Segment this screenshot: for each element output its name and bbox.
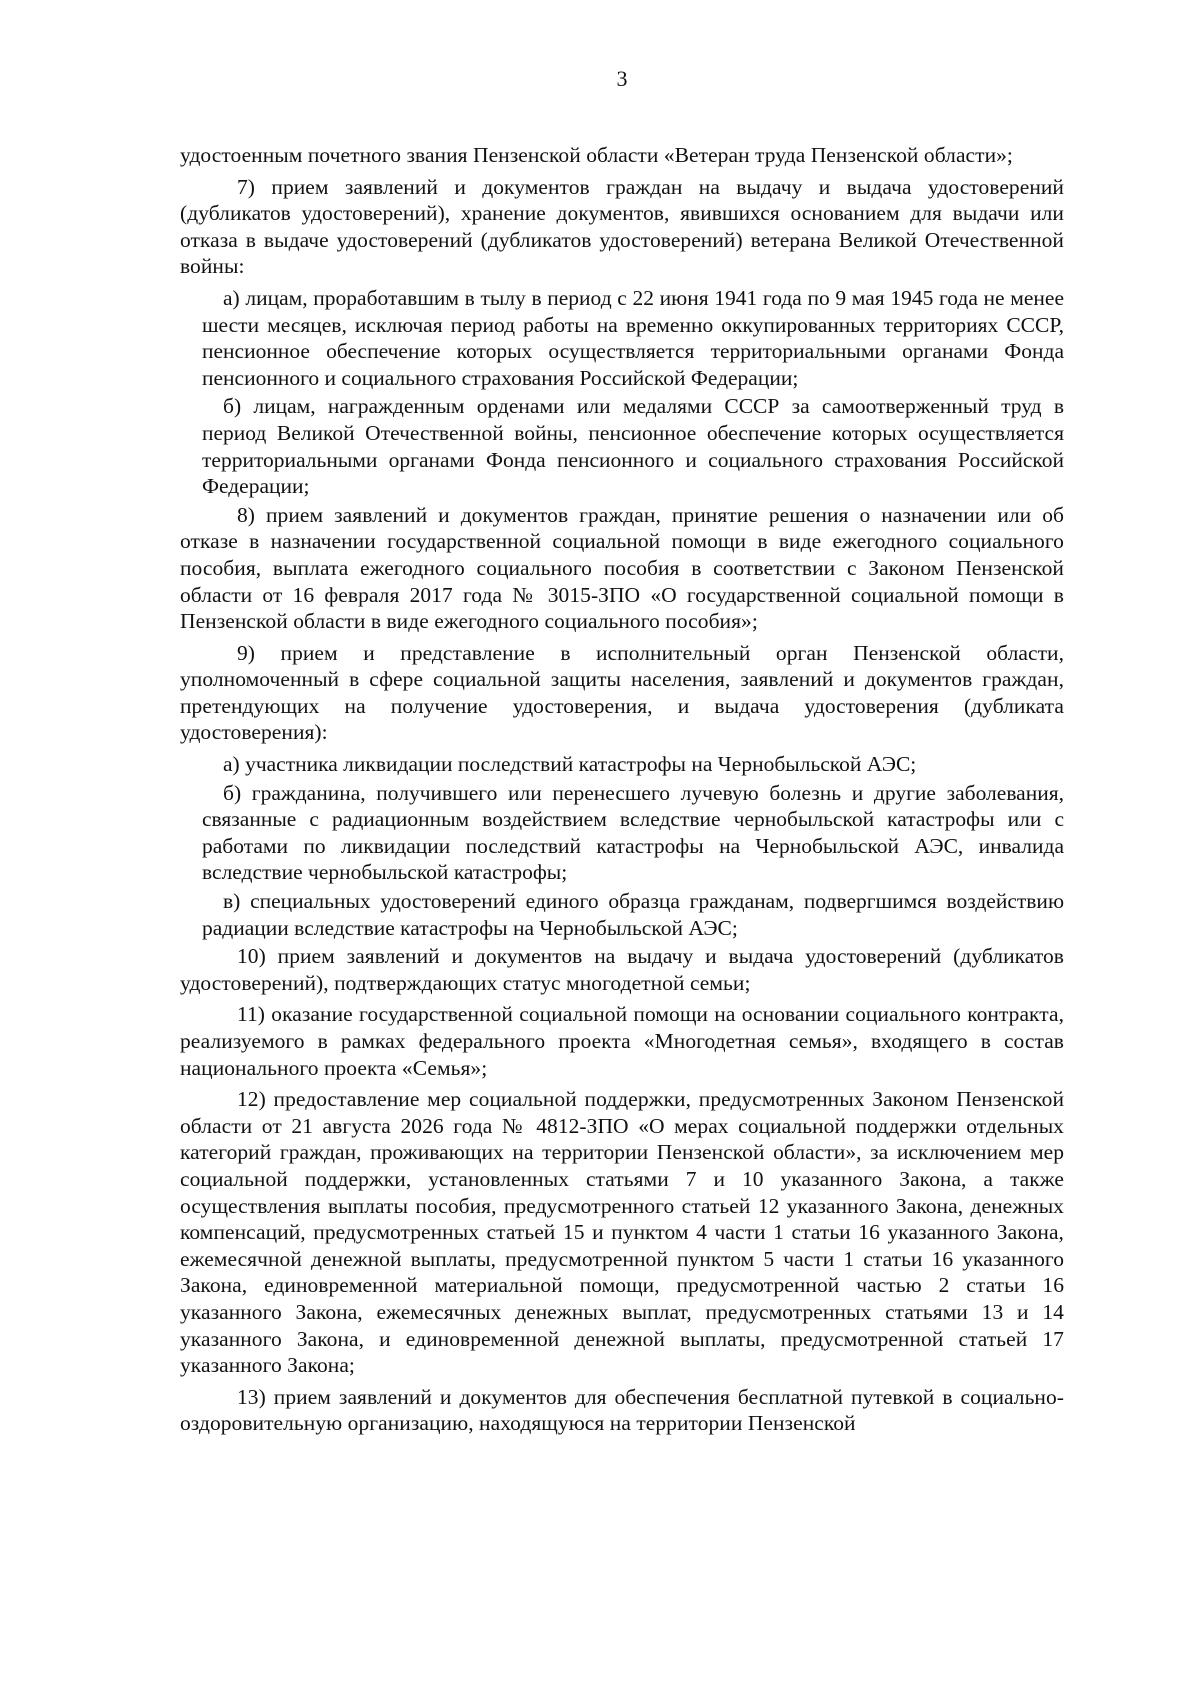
subitem-7a: а) лицам, проработавшим в тылу в период с 22 июня 1941 года по 9 мая 1945 года не менее шести месяцев, исключая период работы на временно оккупированных территориях СССР, пенсионное обеспечение которых осуществляется территориальными органами Фонда пенсионного и социального страхования Российской Федерации; — [202, 285, 1064, 390]
subitem-9c: в) специальных удостоверений единого образца гражданам, подвергшимся воздействию радиации вследствие катастрофы на Чернобыльской АЭС; — [202, 889, 1064, 940]
paragraph-item-8: 8) прием заявлений и документов граждан, принятие решения о назначении или об отказе в назначении государственной социальной помощи в виде ежегодного социального пособия, выплата ежегодного социального пособия в соответствии с Законом Пензенской области от 16 февраля 2017 года № 3015-ЗПО «О государственной социальной помощи в Пензенской области в виде ежегодного социального пособия»; — [180, 502, 1064, 634]
paragraph-item-11: 11) оказание государственной социальной помощи на основании социального контракта, реализуемого в рамках федерального проекта «Многодетная семья», входящего в состав национального проекта «Семья»; — [180, 1002, 1064, 1080]
document-body — [180, 142, 1064, 1442]
subitem-7b: б) лицам, награжденным орденами или медалями СССР за самоотверженный труд в период Великой Отечественной войны, пенсионное обеспечение которых осуществляется территориальными органами Фонда пенсионного и социального страхования Российской Федерации; — [202, 394, 1064, 499]
paragraph-continuation: удостоенным почетного звания Пензенской области «Ветеран труда Пензенской области»; — [180, 143, 1013, 167]
subitem-9a: а) участника ликвидации последствий катастрофы на Чернобыльской АЭС; — [223, 752, 917, 777]
subitem-9b: б) гражданина, получившего или перенесшего лучевую болезнь и другие заболевания, связанные с радиационным воздействием вследствие чернобыльской катастрофы или с работами по ликвидации последствий катастрофы на Чернобыльской АЭС, инвалида вследствие чернобыльской катастрофы; — [202, 780, 1064, 885]
paragraph-item-7: 7) прием заявлений и документов граждан на выдачу и выдача удостоверений (дубликатов удостоверений), хранение документов, явившихся основанием для выдачи или отказа в выдаче удостоверений (дубликатов удостоверений) ветерана Великой Отечественной войны: — [180, 174, 1064, 279]
paragraph-item-10: 10) прием заявлений и документов на выдачу и выдача удостоверений (дубликатов удостоверений), подтверждающих статус многодетной семьи; — [180, 944, 1064, 995]
paragraph-item-9: 9) прием и представление в исполнительный орган Пензенской области, уполномоченный в сфере социальной защиты населения, заявлений и документов граждан, претендующих на получение удостоверения, и выдача удостоверения (дубликата удостоверения): — [180, 640, 1064, 745]
page-number: 3 — [616, 66, 628, 91]
paragraph-item-13: 13) прием заявлений и документов для обеспечения бесплатной путевкой в социально-оздоровительную организацию, находящуюся на территории Пензенской — [180, 1384, 1064, 1436]
paragraph-item-12: 12) предоставление мер социальной поддержки, предусмотренных Законом Пензенской области от 21 августа 2026 года № 4812-ЗПО «О мерах социальной поддержки отдельных категорий граждан, проживающих на территории Пензенской области», за исключением мер социальной поддержки, установленных статьями 7 и 10 указанного Закона, а также осуществления выплаты пособия, предусмотренного статьей 12 указанного Закона, денежных компенсаций, предусмотренных статьей 15 и пунктом 4 части 1 статьи 16 указанного Закона, ежемесячной денежной выплаты, предусмотренной пунктом 5 части 1 статьи 16 указанного Закона, единовременной материальной помощи, предусмотренной частью 2 статьи 16 указанного Закона, ежемесячных денежных выплат, предусмотренных статьями 13 и 14 указанного Закона, и единовременной денежной выплаты, предусмотренной статьей 17 указанного Закона; — [180, 1087, 1064, 1378]
